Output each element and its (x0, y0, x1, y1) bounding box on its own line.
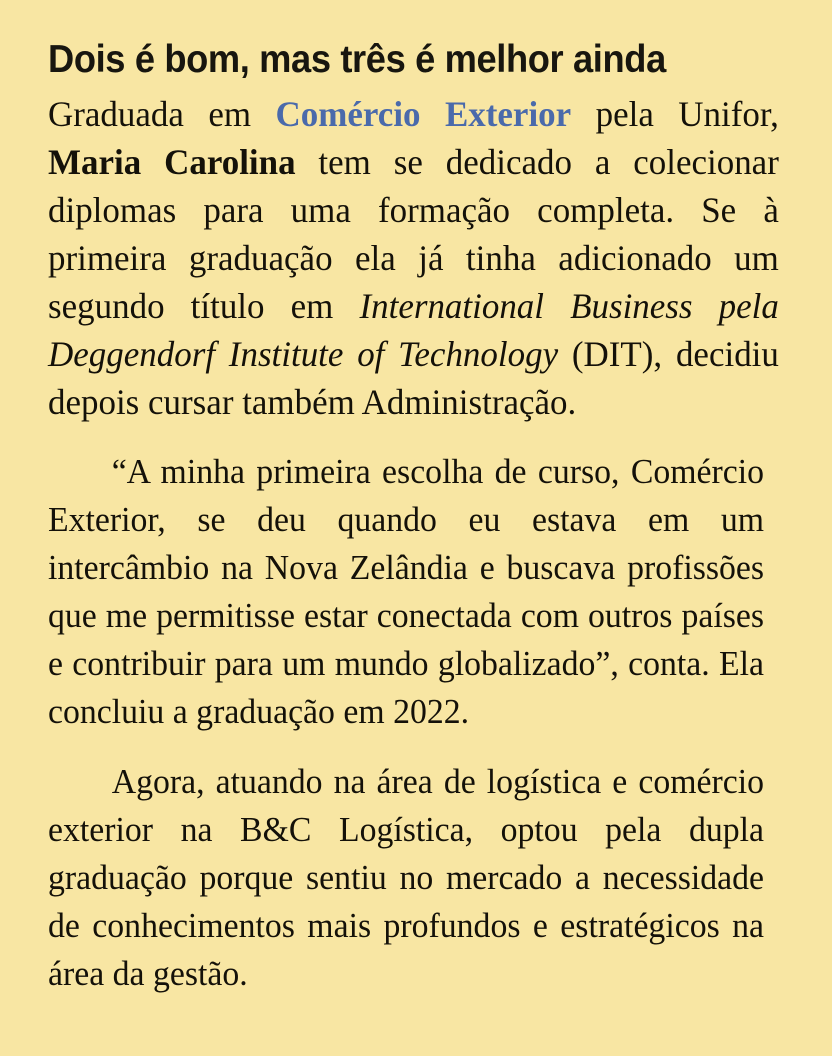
article-body (48, 90, 790, 998)
text-run: pela Unifor, (571, 94, 779, 134)
paragraph-quote (48, 448, 764, 736)
italic-program-name: International Business pela Deggendorf Institute of Technology (48, 286, 779, 374)
highlight-maria-carolina: Maria Carolina (48, 142, 296, 182)
article-headline: Dois é bom, mas três é melhor ainda (48, 38, 666, 81)
text-run: (DIT), decidiu depois cursar também Administração. (48, 334, 779, 422)
text-run: Agora, atuando na área de logística e comércio exterior na B&C Logística, optou pela dupla graduação porque sentiu no mercado a necessidade de conhecimentos mais profundos e estratégicos na área da gestão. (48, 762, 765, 993)
text-run: Graduada em (48, 94, 276, 134)
paragraph-closing (48, 758, 764, 998)
highlight-comercio-exterior: Comércio Exterior (275, 94, 572, 134)
text-run: tem se dedicado a colecionar diplomas para uma formação completa. Se à primeira graduação ela já tinha adicionado um segundo título em (48, 142, 779, 326)
paragraph-lead (48, 90, 779, 426)
text-run: “A minha primeira escolha de curso, Comércio Exterior, se deu quando eu estava em um intercâmbio na Nova Zelândia e buscava profissões que me permitisse estar conectada com outros países e contribuir para um mundo globalizado”, conta. Ela concluiu a graduação em 2022. (48, 452, 765, 731)
